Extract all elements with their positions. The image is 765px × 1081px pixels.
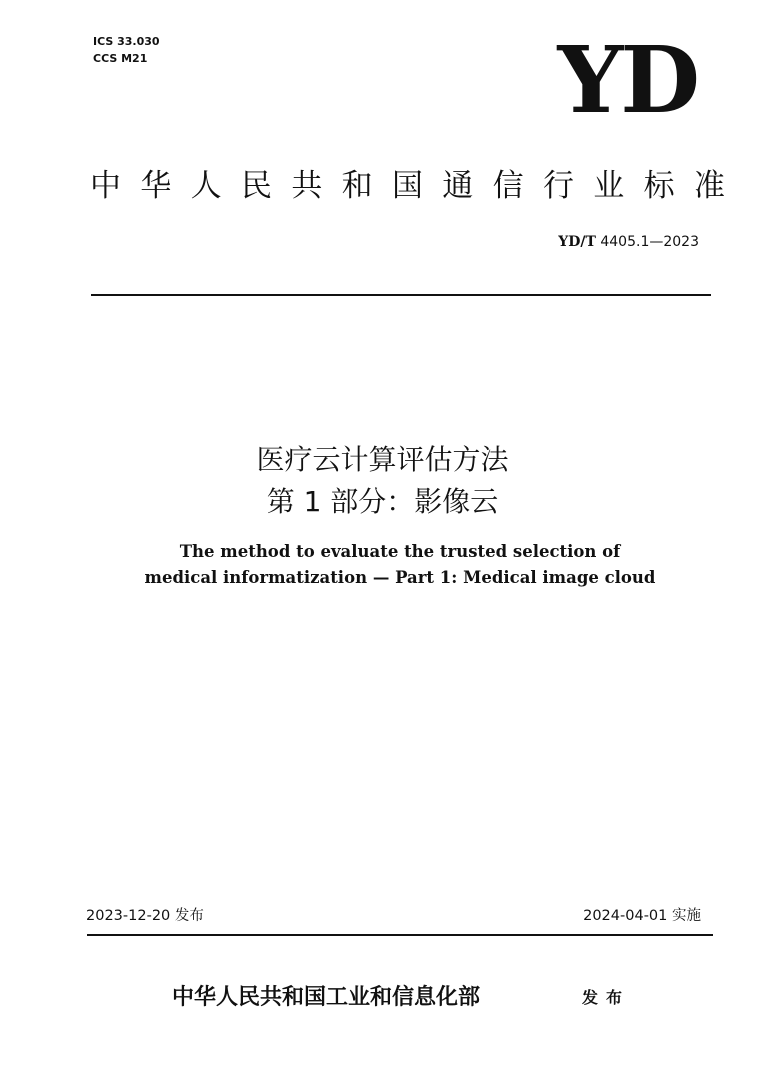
chinese-title-line-1: 医疗云计算评估方法	[256, 443, 509, 476]
english-title-line-2: medical informatization — Part 1: Medical image cloud	[144, 568, 656, 587]
title-char: 通	[442, 168, 474, 204]
header-divider	[91, 294, 711, 296]
title-char: 华	[140, 168, 172, 204]
footer-divider	[87, 934, 713, 936]
ccs-code: CCS M21	[93, 52, 148, 65]
title-char: 标	[643, 168, 675, 204]
title-char: 共	[291, 168, 323, 204]
title-char: 人	[190, 168, 222, 204]
standard-number-prefix: YD/T	[558, 234, 596, 250]
standard-number-value: 4405.1—2023	[595, 234, 699, 250]
title-char: 信	[492, 168, 524, 204]
standard-number	[558, 232, 699, 252]
title-char: 民	[240, 168, 272, 204]
title-char: 准	[693, 168, 725, 204]
title-char: 国	[391, 168, 423, 204]
classification-codes	[93, 33, 160, 67]
issuing-authority: 中华人民共和国工业和信息化部	[172, 984, 481, 1010]
chinese-title-line-2: 第 1 部分：影像云	[266, 485, 499, 518]
english-title-line-1: The method to evaluate the trusted selection of	[179, 542, 621, 561]
issue-label: 发布	[582, 988, 631, 1007]
title-char: 中	[90, 168, 121, 204]
title-char: 行	[542, 168, 574, 204]
title-char: 业	[593, 168, 625, 204]
effective-date: 2024-04-01 实施	[583, 908, 701, 924]
standard-category-title	[90, 166, 725, 206]
title-char: 和	[341, 168, 373, 204]
yd-logo: YD	[557, 26, 697, 134]
publish-date: 2023-12-20 发布	[86, 908, 204, 924]
ics-code: ICS 33.030	[93, 35, 160, 48]
